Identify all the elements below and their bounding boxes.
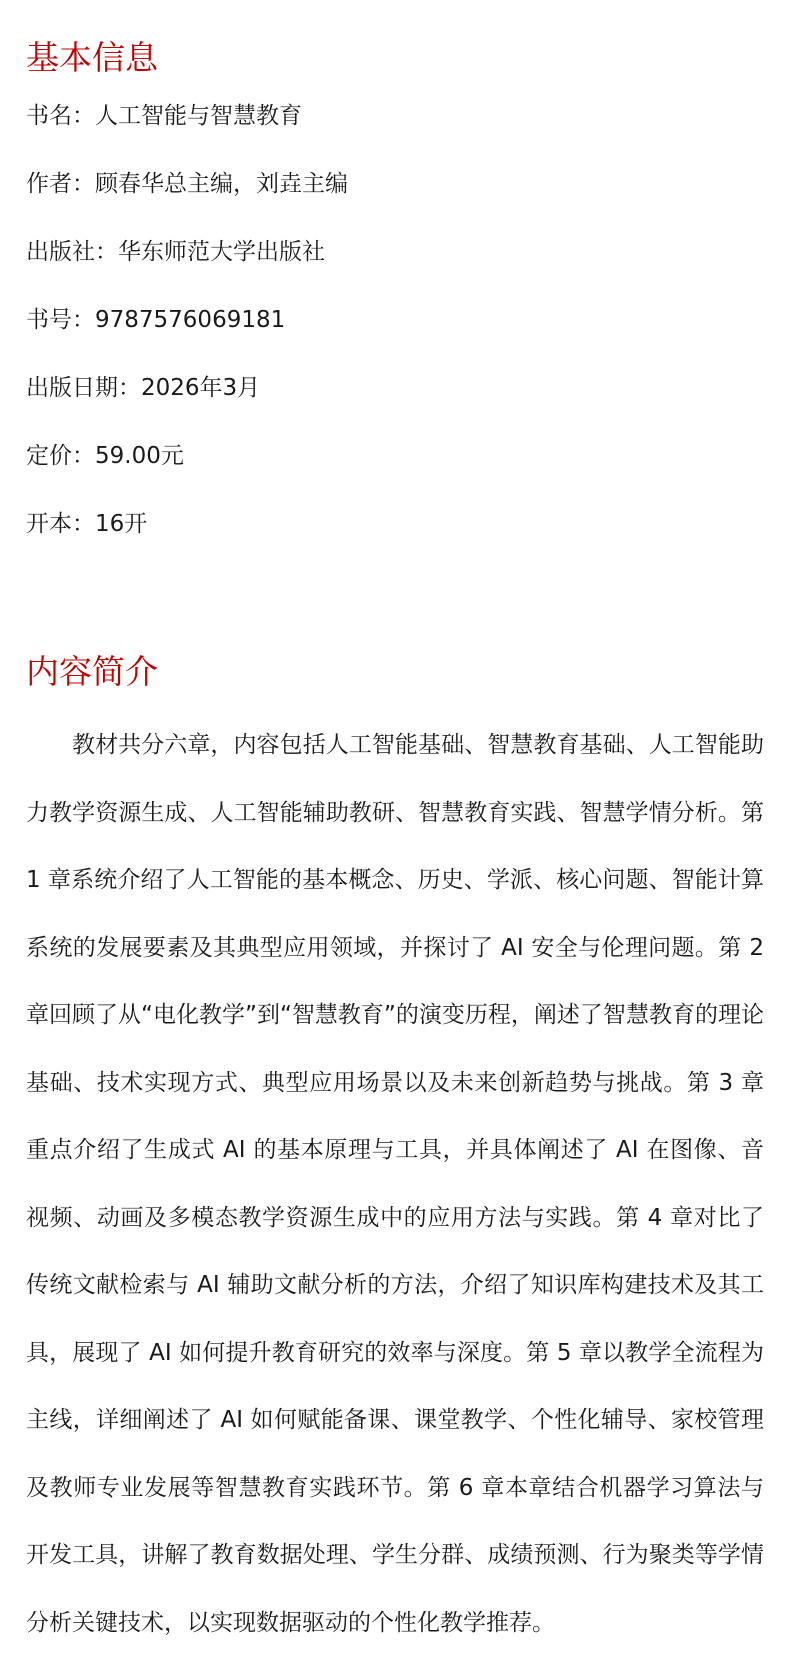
- info-value: 59.00元: [95, 443, 184, 469]
- info-item-format: [26, 510, 348, 578]
- info-item-price: [26, 442, 348, 510]
- info-value: 人工智能与智慧教育: [95, 103, 302, 129]
- info-label: 出版日期：: [26, 375, 141, 401]
- info-label: 作者：: [26, 171, 95, 197]
- summary-heading: 内容简介: [26, 652, 158, 691]
- info-label: 出版社：: [26, 239, 118, 265]
- info-value: 16开: [95, 511, 148, 537]
- info-value: 9787576069181: [95, 307, 286, 333]
- info-label: 定价：: [26, 443, 95, 469]
- info-item-publish-date: [26, 374, 348, 442]
- info-label: 开本：: [26, 511, 95, 537]
- info-item-isbn: [26, 306, 348, 374]
- info-label: 书号：: [26, 307, 95, 333]
- info-value: 顾春华总主编，刘垚主编: [95, 171, 348, 197]
- info-value: 2026年3月: [141, 375, 261, 401]
- info-item-book-title: [26, 102, 348, 170]
- info-label: 书名：: [26, 103, 95, 129]
- basic-info-heading: 基本信息: [26, 38, 158, 77]
- info-item-publisher: [26, 238, 348, 306]
- info-value: 华东师范大学出版社: [118, 239, 325, 265]
- summary-paragraph: 教材共分六章，内容包括人工智能基础、智慧教育基础、人工智能助力教学资源生成、人工智能辅助教研、智慧教育实践、智慧学情分析。第 1 章系统介绍了人工智能的基本概念、历史、学派、核心问题、智能计算系统的发展要素及其典型应用领域，并探讨了 AI 安全与伦理问题。第 2 章回顾了从“电化教学”到“智慧教育”的演变历程，阐述了智慧教育的理论基础、技术实现方式、典型应用场景以及未来创新趋势与挑战。第 3 章重点介绍了生成式 AI 的基本原理与工具，并具体阐述了 AI 在图像、音视频、动画及多模态教学资源生成中的应用方法与实践。第 4 章对比了传统文献检索与 AI 辅助文献分析的方法，介绍了知识库构建技术及其工具，展现了 AI 如何提升教育研究的效率与深度。第 5 章以教学全流程为主线，详细阐述了 AI 如何赋能备课、课堂教学、个性化辅导、家校管理及教师专业发展等智慧教育实践环节。第 6 章本章结合机器学习算法与开发工具，讲解了教育数据处理、学生分群、成绩预测、行为聚类等学情分析关键技术，以实现数据驱动的个性化教学推荐。: [26, 732, 764, 1636]
- basic-info-list: [26, 102, 348, 578]
- info-item-author: [26, 170, 348, 238]
